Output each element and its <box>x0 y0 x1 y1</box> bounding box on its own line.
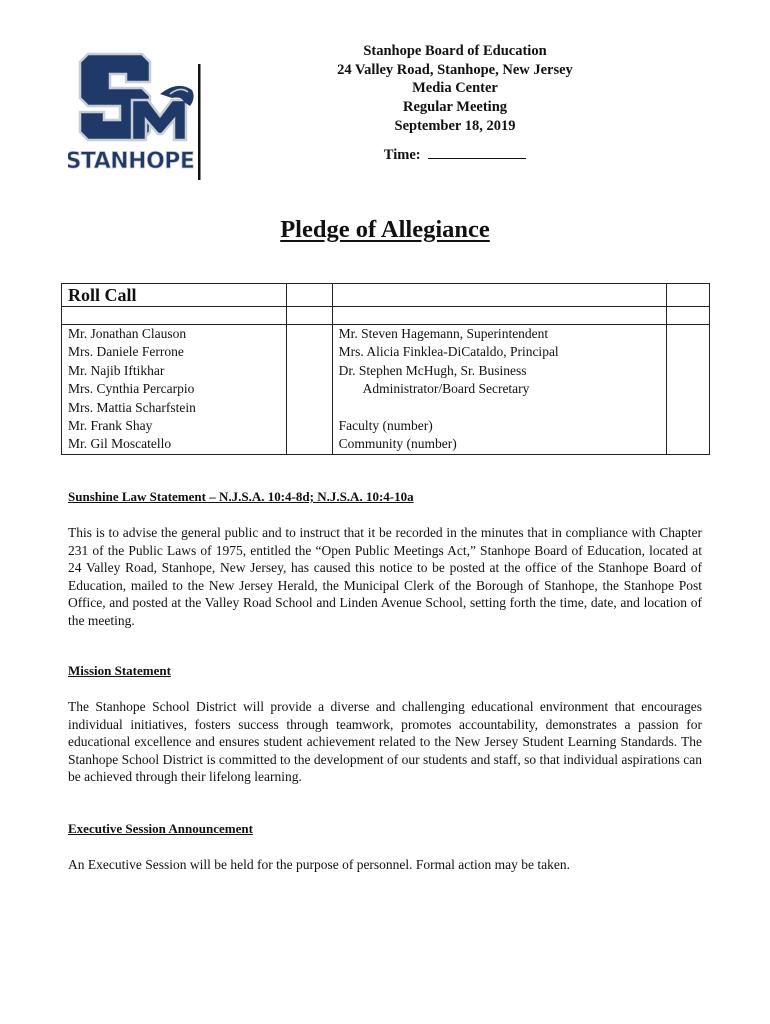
executive-text: An Executive Session will be held for the purpose of personnel. Formal action may be taken. <box>68 857 570 872</box>
header-line: September 18, 2019 <box>394 117 516 134</box>
sunshine-heading: Sunshine Law Statement – N.J.S.A. 10:4-8d; N.J.S.A. 10:4-10a <box>68 489 414 504</box>
board-members-cell <box>62 325 287 455</box>
staff-member: Dr. Stephen McHugh, Sr. Business <box>338 362 527 378</box>
header-line: Stanhope Board of Education <box>363 43 547 59</box>
time-blank <box>428 146 526 159</box>
board-member: Mr. Jonathan Clauson <box>68 326 187 341</box>
pledge-title: Pledge of Allegiance <box>280 216 490 243</box>
empty-cell <box>332 284 667 307</box>
staff-member: Mrs. Alicia Finklea-DiCataldo, Principal <box>338 344 559 360</box>
checkbox-cell <box>286 284 332 307</box>
sunshine-text: This is to advise the general public and to instruct that it be recorded in the minutes that in compliance with Chapter 231 of the Public Laws of 1975, entitled the “Open Public Meetings Act,” Stanhope Board of Education, located at 24 Valley Road, Stanhope, New Jersey, has caused this notice to be posted at the office of the Stanhope Board of Education, mailed to the New Jersey Herald, the Municipal Clerk of the Borough of Stanhope, the Stanhope Post Office, and posted at the Valley Road School and Linden Avenue School, setting forth the time, date, and location of the meeting. <box>68 525 702 628</box>
mission-text: The Stanhope School District will provide a diverse and challenging educational environment that encourages individual initiatives, fosters success through teamwork, promotes accountability, demonstrates a passion for educational excellence and ensures student achievement related to the New Jersey Student Learning Standards. The Stanhope School District is committed to the development of our students and staff, so that individual aspirations can be achieved through their lifelong learning. <box>68 699 702 784</box>
checkbox-cell <box>667 307 710 325</box>
roll-call-table <box>61 283 710 455</box>
staff-cell <box>332 325 667 455</box>
mission-heading: Mission Statement <box>68 663 171 678</box>
board-member: Mrs. Mattia Scharfstein <box>68 399 196 415</box>
faculty-count: Faculty (number) <box>338 417 433 433</box>
staff-member: Administrator/Board Secretary <box>362 381 530 397</box>
checkbox-cell <box>286 325 332 455</box>
board-member: Mr. Frank Shay <box>68 417 153 433</box>
board-member: Mrs. Cynthia Percarpio <box>68 381 195 397</box>
stanhope-logo <box>68 50 203 182</box>
roll-call-title: Roll Call <box>68 285 137 305</box>
checkbox-cell <box>286 307 332 325</box>
empty-cell <box>332 307 667 325</box>
meeting-header <box>290 42 620 164</box>
board-member: Mr. Gil Moscatello <box>68 436 172 452</box>
logo-wordmark: STANHOPE <box>68 149 195 174</box>
blank-line <box>339 399 661 417</box>
header-line: Media Center <box>412 80 498 97</box>
empty-cell <box>62 307 287 325</box>
staff-member: Mr. Steven Hagemann, Superintendent <box>338 326 549 341</box>
board-member: Mrs. Daniele Ferrone <box>68 344 184 360</box>
executive-heading: Executive Session Announcement <box>68 821 253 836</box>
header-line: 24 Valley Road, Stanhope, New Jersey <box>337 61 573 78</box>
checkbox-cell <box>667 325 710 455</box>
time-line <box>290 146 620 165</box>
header-line: Regular Meeting <box>402 99 508 116</box>
roll-call-title-cell <box>62 284 287 307</box>
community-count: Community (number) <box>338 436 457 452</box>
board-member: Mr. Najib Iftikhar <box>68 362 165 378</box>
checkbox-cell <box>667 284 710 307</box>
time-label: Time: <box>383 146 421 163</box>
